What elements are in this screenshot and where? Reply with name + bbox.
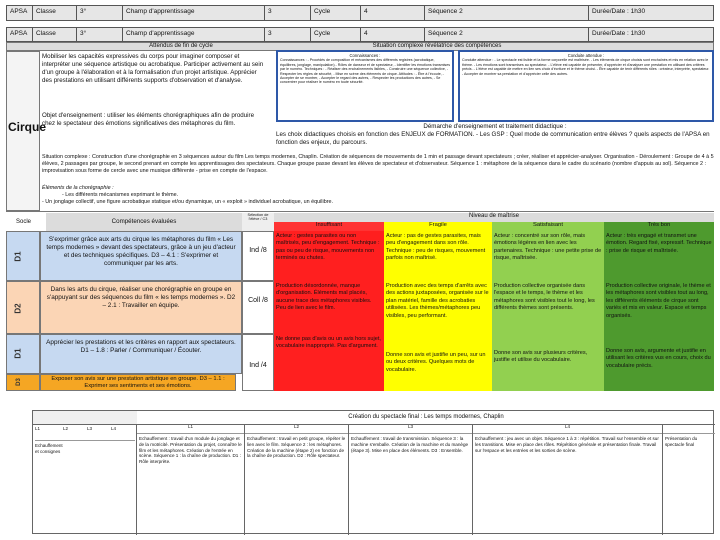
eval-label: Coll /8 [242,281,274,334]
elements-item-2: - Un jonglage collectif, une figure acrobatique statique et/ou dynamique, un « exploit » individuel acrobatique, un équilibre. [42,199,333,205]
grid-row-4 [6,374,268,391]
satisfaisant-cell: Acteur : concentré sur son rôle, mais émotions légères en lien avec les partenaires. Technique : une petite prise de risque, maîtrisée. [492,231,604,281]
cycle-num: 4 [361,28,425,41]
champ-num: 3 [265,28,311,41]
champ-label: Champ d'apprentissage [123,6,265,20]
row-code: D2 [13,303,23,314]
tres-bon-cell: Acteur : très engagé et transmet une émotion. Regard fixé, expressif. Technique : prise de risque et maîtrisée. [604,231,714,281]
situation-complexe-text: Situation complexe : Construction d'une chorégraphie en 3 séquences autour du film Les temps modernes, Chaplin. Création de séquences de mouvements de 1 min et passage devant spectateurs ; créer, réaliser et apprécier-analyser. Organisation - Déroulement : Groupe de 4 à 5 élèves, 2 passages par groupe, le second prenant en compte les apprentissages des spectateurs. Chaque groupe passe devant les élèves de spectateur et d'observateur. Séquence 1 : métaphore de la séquence dans le cadre du scénario (nombre d'appuis au sol). Séquence 2 : improvisation sous forme de cercle avec une musique différente - prise en compte de l'espace. [42,154,714,174]
competence-text: Exposer son avis sur une prestation artistique en groupe. D3 – 1.1 : Exprimer ses sentiments et ses émotions. [40,374,236,391]
fragile-cell: Acteur : pas de gestes parasites, mais peu d'engagement dans son rôle. Technique : peu de risques, mouvement parfois non maîtrisé. [384,231,492,281]
row-code: D3 [15,378,22,386]
duree-label: Durée/Date : 1h30 [592,8,646,15]
champ-num: 3 [265,6,311,20]
connaissances-box [276,50,454,122]
row-code: D1 [13,348,23,359]
competences-header: Compétences évaluées [46,213,242,232]
apsa-name: Cirque [8,120,47,134]
competence-text: Apprécier les prestations et les critères en rapport aux spectateurs. D1 – 1.8 : Parler / Communiquer / Écouter. [40,334,242,374]
champ-label: Champ d'apprentissage [123,28,265,41]
insuffisant-cell: Production désordonnée, manque d'organisation. Éléments mal placés, aucune trace des métaphores visibles. Peu de lien avec le film. [274,281,384,334]
insuffisant-header: Insuffisant [274,222,384,232]
apsa-label: APSA [7,28,33,41]
situation-title: Situation complexe révélatrice des compétences [372,43,502,49]
conduite-body: Conduite attendue : - Le spectacle est lisible et la forme corporelle est maîtrisée. - Les éléments de cirque choisis sont enchaînés et mis en relation avec le thème. - Les émotions sont transmises au spectateur. - L'élève est capable de présenter, d'apprécier et d'analyser une prestation en utilisant des critères précis. - L'élève est capable de mettre en lien ses choix d'écriture et le thème choisi. - Être capable de tenir différents rôles : créateur, interprète, spectateur. - Accepter de montrer sa prestation et d'apprécier celle des autres. [462,58,710,76]
left-header-1: L1 [35,427,63,441]
niveau-value: 3° [77,28,123,41]
bottom-cell-2: Echauffement : travail en petit groupe, répéter le lien avec le film. Séquence 2 : les métaphores. Création de la machine (étape 2) en fonction de la chaîne de production. D2 : Rôle spectateur. [247,436,346,459]
grid-row-2 [6,281,714,334]
col-header-2: L2 [245,425,348,434]
satisfaisant-cell: Production collective organisée dans l'espace et le temps, le thème et les métaphores sont visibles tout le long, les différents thèmes sont présents. [492,281,604,334]
bottom-section [32,410,714,534]
niveau-header: Niveau de maîtrise [274,213,714,222]
fragile-cell: Production avec des temps d'arrêts avec des actions juxtaposées, organisée sur le plan matériel, famille des acrobaties utilisées. Les thèmes/métaphores peu visibles, peu performant. [384,281,492,334]
apsa-label: APSA [7,6,33,20]
left-header-4: L4 [111,427,135,441]
tres-bon-header: Très bon [604,222,714,232]
niveau-value: 3° [77,6,123,20]
left-header-2: L2 [63,427,87,441]
left-header-3: L3 [87,427,111,441]
elements-title: Éléments de la chorégraphie : [42,185,114,191]
demarche-title: Démarche d'enseignement et traitement didactique : [423,123,567,130]
mini-header: Sélection de l'élève / C3 [242,213,274,232]
elements-item-1: - Les différents mécanismes exprimant le thème. [62,192,179,198]
satisfaisant-cell: Donne son avis sur plusieurs critères, justifie et utilise du vocabulaire. [492,334,604,391]
tres-bon-cell: Production collective originale, le thème et les métaphores sont visibles tout au long, les différents éléments de cirque sont variés et mis en valeur. Espace et temps organisés. [604,281,714,334]
left-note: Echauffement et consignes [35,443,63,454]
eval-label: Ind /4 [242,334,274,391]
eval-label: Ind /8 [242,231,274,281]
attendus-title: Attendus de fin de cycle [149,43,213,49]
cycle-label: Cycle [311,28,361,41]
connaissances-title: Connaissances : [349,53,381,58]
duree-label: Durée/Date : 1h30 [592,30,646,37]
col-header-1: L1 [137,425,244,434]
bottom-cell-5: Présentation du spectacle final [665,436,698,447]
sequence-label: Séquence 2 [425,6,589,20]
competence-text: Dans les arts du cirque, réaliser une chorégraphie en groupe en s'appuyant sur des séquences du film « les temps modernes ». D2 – 2.1 : Travailler en équipe. [40,281,242,334]
sequence-label: Séquence 2 [425,28,589,41]
levels-header [6,211,714,231]
fragile-cell: Donne son avis et justifie un peu, sur un ou deux critères. Quelques mots de vocabulaire. [384,334,492,391]
header-row-2 [6,27,714,42]
cycle-num: 4 [361,6,425,20]
demarche-text: Les choix didactiques choisis en fonction des ENJEUX de FORMATION. - Les GSP : Quel mode de communication entre élèves ? quels aspects de l'APSA en fonction des enjeux, du parcours. [276,131,710,146]
col-header-3: L3 [349,425,472,434]
attendus-text: Mobiliser les capacités expressives du corps pour imaginer composer et interpréter une séquence artistique ou acrobatique. Participer activement au sein d'un groupe à l'élaboration et à la formalisation d'un projet artistique. Apprécier des prestations en utilisant différents supports d'observation et d'analyse. [42,53,264,84]
insuffisant-cell: Acteur : gestes parasites ou non maîtrisés, peu d'engagement. Technique : pas ou peu de risque, mouvements non terminés ou chutes. [274,231,384,281]
bottom-cell-3: Echauffement : travail de transmission. Séquence 3 : la machine s'emballe. Création de la machine et du manège (étape 3). Mise en place des éléments. D3 : Ensemble. [351,436,469,453]
row-code: D1 [13,251,23,262]
tres-bon-cell: Donne son avis, argumente et justifie en utilisant les critères vus en cours, choix du vocabulaire précis. [604,334,714,391]
bottom-cell-1: Echauffement : travail d'un module du jonglage et de la motricité. Présentation du projet, connaître le film et les métaphores. Création de l'entrée en scène. Séquence 1 : la chaîne de production. D1 : Rôle interprète. [139,436,242,465]
conduite-box [458,50,714,122]
socle-label: Socle [16,219,32,225]
grid-row-1 [6,231,714,281]
classe-label: Classe [33,6,77,20]
conduite-title: Conduite attendue : [567,53,605,58]
col-header-4: L4 [473,425,662,434]
objet-text: Objet d'enseignement : utiliser les éléments chorégraphiques afin de produire chez le spectateur des émotions significatives des métaphores du film. [42,112,255,127]
insuffisant-cell: Ne donne pas d'avis ou un avis hors sujet, vocabulaire inapproprié. Pas d'argument. [274,334,384,391]
bottom-title: Création du spectacle final : Les temps modernes, Chaplin [137,411,715,425]
fragile-header: Fragile [384,222,492,232]
competence-text: S'exprimer grâce aux arts du cirque les métaphores du film « Les temps modernes » devant des spectateurs, grâce à un jeu d'acteur et des techniques spécifiques. D3 – 4.1 : S'exprimer et communiquer par les arts. [40,231,242,281]
apsa-side-cell [6,51,47,211]
satisfaisant-header: Satisfaisant [492,222,604,232]
cycle-label: Cycle [311,6,361,20]
connaissances-body: Connaissances : - Procédés de composition et mécanismes des différents registres (acrobatique, équilibres, jonglage, manipulation) - Rôles de danseur et de spectateur, - Identifier les émotions transmises par le numéro. Techniques : - Réaliser des enchaînements lisibles, - Construire une séquence collective, - Respecter les règles de sécurité, - Mise en scène des éléments de cirque. Attitudes : - Être à l'écoute, - Accepter de se montrer, - Accepter le regard des autres, - Respecter les productions des autres, - Se concentrer pour réaliser le numéro en toute sécurité. [280,58,450,85]
classe-label: Classe [33,28,77,41]
header-row-1 [6,5,714,21]
bottom-cell-4: Echauffement : jeu avec un objet. Séquence 1 à 3 : répétition. Travail sur l'ensemble et sur les transitions. Mise en place des rôles. Répétition générale et présentation finale. Travail sur l'espace et les entrées et les sorties de scène. [475,436,659,453]
grid-row-3 [6,334,714,374]
